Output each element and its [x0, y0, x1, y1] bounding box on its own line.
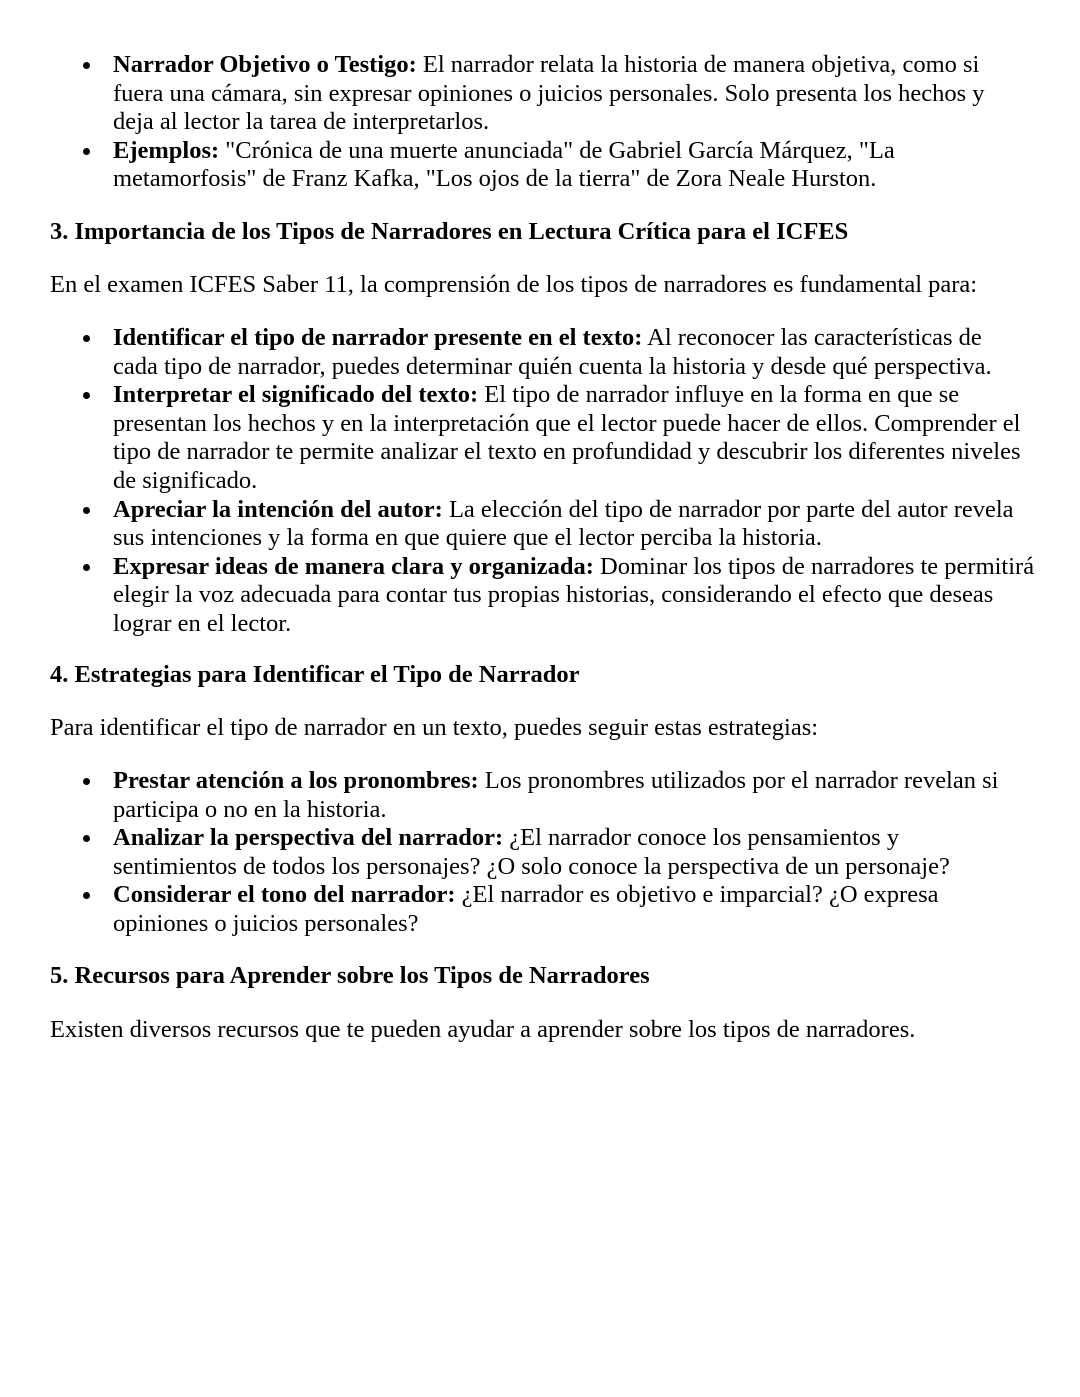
bullet-icon — [83, 148, 90, 155]
list-item — [0, 881, 1080, 938]
list-item-term: Apreciar la intención del autor: — [113, 495, 443, 523]
section-4-intro: Para identificar el tipo de narrador en un texto, puedes seguir estas estrategias: — [50, 714, 819, 741]
list-item — [0, 51, 1080, 137]
bullet-icon — [83, 892, 90, 899]
section-3-heading: 3. Importancia de los Tipos de Narradores en Lectura Crítica para el ICFES — [50, 218, 849, 245]
narrator-types-list — [0, 51, 1080, 194]
list-item-text: Al reconocer las características de cada tipo de narrador, puedes determinar quién cuenta la historia y desde qué perspectiva. — [113, 324, 992, 380]
list-item-text: Dominar los tipos de narradores te permitirá elegir la voz adecuada para contar tus propias historias, considerando el efecto que deseas lograr en el lector. — [113, 552, 1035, 637]
list-item-text: La elección del tipo de narrador por parte del autor revela sus intenciones y la forma en que quiere que el lector perciba la historia. — [113, 495, 1014, 552]
list-item — [0, 824, 1080, 881]
section-5-intro: Existen diversos recursos que te pueden ayudar a aprender sobre los tipos de narradores. — [50, 1016, 916, 1043]
bullet-icon — [83, 507, 90, 514]
section-3-intro: En el examen ICFES Saber 11, la comprensión de los tipos de narradores es fundamental para: — [50, 271, 978, 298]
list-item — [0, 324, 1080, 381]
list-item — [0, 381, 1080, 495]
list-item — [0, 767, 1080, 824]
list-item-text: El narrador relata la historia de manera objetiva, como si fuera una cámara, sin expresar opiniones o juicios personales. Solo presenta los hechos y deja al lector la tarea de interpretarlos. — [113, 51, 985, 136]
list-item-text: ¿El narrador conoce los pensamientos y sentimientos de todos los personajes? ¿O solo conoce la perspectiva de un personaje? — [113, 824, 950, 880]
list-item-term: Identificar el tipo de narrador presente en el texto: — [113, 324, 643, 351]
bullet-icon — [83, 392, 90, 399]
bullet-icon — [83, 835, 90, 842]
list-item-term: Narrador Objetivo o Testigo: — [113, 51, 417, 78]
bullet-icon — [83, 778, 90, 785]
list-item — [0, 496, 1080, 553]
section-3-list — [0, 324, 1080, 639]
list-item-term: Ejemplos: — [113, 136, 220, 164]
section-4-list — [0, 767, 1080, 939]
section-4-heading: 4. Estrategias para Identificar el Tipo de Narrador — [50, 661, 580, 688]
section-5-heading: 5. Recursos para Aprender sobre los Tipos de Narradores — [50, 962, 650, 989]
list-item — [0, 553, 1080, 639]
bullet-icon — [83, 335, 90, 342]
list-item-term: Considerar el tono del narrador: — [113, 881, 456, 909]
list-item-text: "Crónica de una muerte anunciada" de Gabriel García Márquez, "La metamorfosis" de Franz Kafka, "Los ojos de la tierra" de Zora Neale Hurston. — [113, 136, 895, 193]
list-item-text: El tipo de narrador influye en la forma en que se presentan los hechos y en la interpretación que el lector puede hacer de ellos. Comprender el tipo de narrador te permite analizar el texto en profundidad y descubrir los diferentes niveles de significado. — [113, 381, 1021, 494]
bullet-icon — [83, 564, 90, 571]
list-item-text: ¿El narrador es objetivo e imparcial? ¿O expresa opiniones o juicios personales? — [113, 881, 939, 937]
list-item-term: Expresar ideas de manera clara y organizada: — [113, 552, 594, 580]
list-item — [0, 137, 1080, 194]
list-item-term: Prestar atención a los pronombres: — [113, 767, 479, 794]
list-item-text: Los pronombres utilizados por el narrador revelan si participa o no en la historia. — [113, 767, 999, 823]
list-item-term: Analizar la perspectiva del narrador: — [113, 824, 504, 852]
list-item-term: Interpretar el significado del texto: — [113, 381, 479, 409]
bullet-icon — [83, 62, 90, 69]
